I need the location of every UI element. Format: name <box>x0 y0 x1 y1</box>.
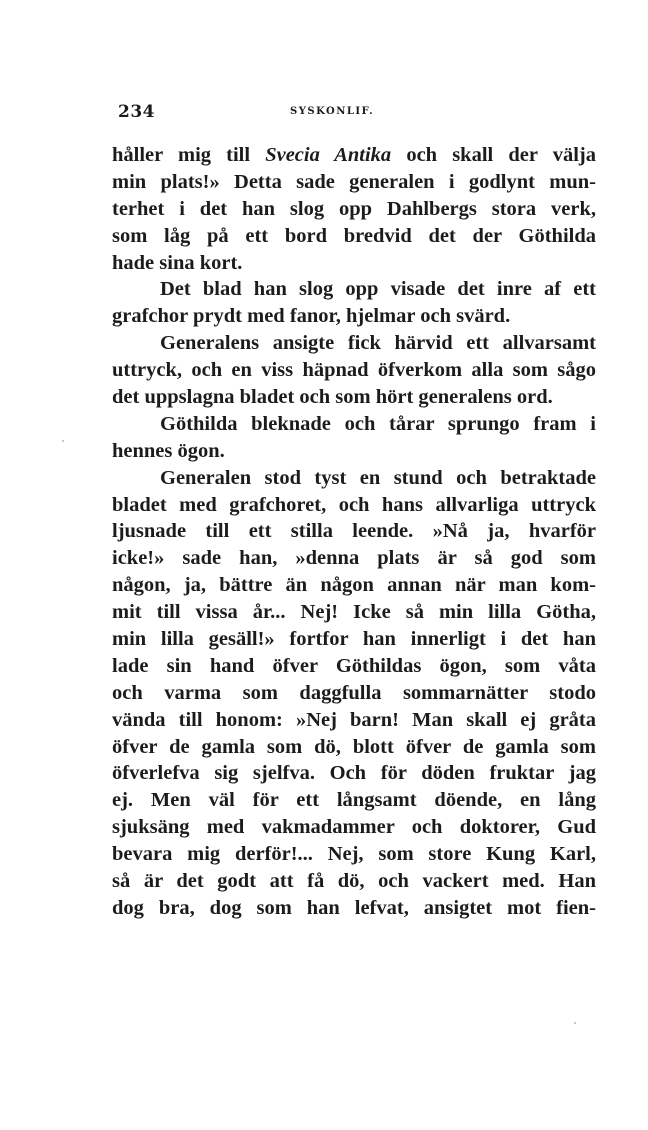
text-line <box>112 223 596 250</box>
text-line-segment: terhet i det han slog opp Dahlbergs stora verk, <box>112 197 596 220</box>
margin-speck <box>574 1022 576 1024</box>
text-line-segment: grafchor prydt med fanor, hjelmar och svärd. <box>112 305 511 328</box>
text-line <box>112 626 596 653</box>
text-line <box>112 196 596 223</box>
text-line-segment: Generalens ansigte fick härvid ett allvarsamt <box>160 332 596 355</box>
text-line <box>112 438 596 465</box>
text-line-segment: min lilla gesäll!» fortfor han innerligt i det han <box>112 628 596 651</box>
text-line <box>112 572 596 599</box>
text-line <box>112 545 596 572</box>
text-line-segment: så är det godt att få dö, och vackert med. Han <box>112 870 596 893</box>
text-line <box>112 841 596 868</box>
text-line <box>112 518 596 545</box>
text-line-segment: sjuksäng med vakmadammer och doktorer, Gud <box>112 816 596 839</box>
text-line <box>112 384 596 411</box>
text-line-segment: och skall der välja <box>391 144 596 166</box>
text-line-segment: dog bra, dog som han lefvat, ansigtet mot fien- <box>112 896 596 919</box>
text-line <box>112 357 596 384</box>
text-line-segment: det uppslagna bladet och som hört generalens ord. <box>112 386 553 409</box>
text-line <box>112 411 596 438</box>
text-line <box>112 250 596 277</box>
text-line-segment: ljusnade till ett stilla leende. »Nå ja, hvarför <box>112 520 596 543</box>
text-line-segment: lade sin hand öfver Göthildas ögon, som våta <box>112 654 596 677</box>
text-line <box>112 734 596 761</box>
text-line-segment: Göthilda bleknade och tårar sprungo fram i <box>160 412 596 435</box>
text-line-segment: icke!» sade han, »denna plats är så god som <box>112 547 596 570</box>
text-line-segment: Generalen stod tyst en stund och betraktade <box>160 466 596 489</box>
text-line-segment: öfverlefva sig sjelfva. Och för döden fruktar jag <box>112 762 596 785</box>
page-header <box>112 102 596 126</box>
text-line <box>112 707 596 734</box>
text-line <box>112 465 596 492</box>
text-line-segment: vända till honom: »Nej barn! Man skall ej gråta <box>112 708 596 731</box>
text-line-segment: bladet med grafchoret, och hans allvarliga uttryck <box>112 493 596 516</box>
text-line <box>112 599 596 626</box>
text-line-segment: Det blad han slog opp visade det inre af ett <box>160 278 596 301</box>
margin-speck <box>62 440 64 442</box>
text-line-segment: hade sina kort. <box>112 251 243 274</box>
text-line <box>112 330 596 357</box>
body-text <box>112 142 596 922</box>
text-line <box>112 895 596 922</box>
text-line-segment: som låg på ett bord bredvid det der Göthilda <box>112 224 596 247</box>
text-line-segment: ej. Men väl för ett långsamt döende, en lång <box>112 789 596 812</box>
text-line <box>112 303 596 330</box>
running-head: SYSKONLIF. <box>290 106 375 117</box>
text-line <box>112 492 596 519</box>
text-line-segment: någon, ja, bättre än någon annan när man kom- <box>112 574 596 597</box>
page-number: 234 <box>118 102 155 122</box>
text-line-segment: hennes ögon. <box>112 439 225 462</box>
text-line <box>112 653 596 680</box>
text-line-segment: mit till vissa år... Nej! Icke så min lilla Götha, <box>112 601 596 624</box>
text-line-segment: öfver de gamla som dö, blott öfver de gamla som <box>112 735 596 758</box>
text-line <box>112 868 596 895</box>
text-line <box>112 276 596 303</box>
text-line <box>112 760 596 787</box>
text-line <box>112 814 596 841</box>
text-line-segment: och varma som daggfulla sommarnätter stodo <box>112 681 596 704</box>
text-line-segment: håller mig till <box>112 144 266 166</box>
text-line <box>112 142 596 169</box>
text-line-segment: uttryck, och en viss häpnad öfverkom alla som sågo <box>112 359 596 382</box>
text-line-segment: bevara mig derför!... Nej, som store Kung Karl, <box>112 843 596 866</box>
text-line <box>112 787 596 814</box>
text-line <box>112 680 596 707</box>
italic-title: Svecia Antika <box>265 144 392 166</box>
text-line-segment: min plats!» Detta sade generalen i godlynt mun- <box>112 170 596 193</box>
text-line <box>112 169 596 196</box>
